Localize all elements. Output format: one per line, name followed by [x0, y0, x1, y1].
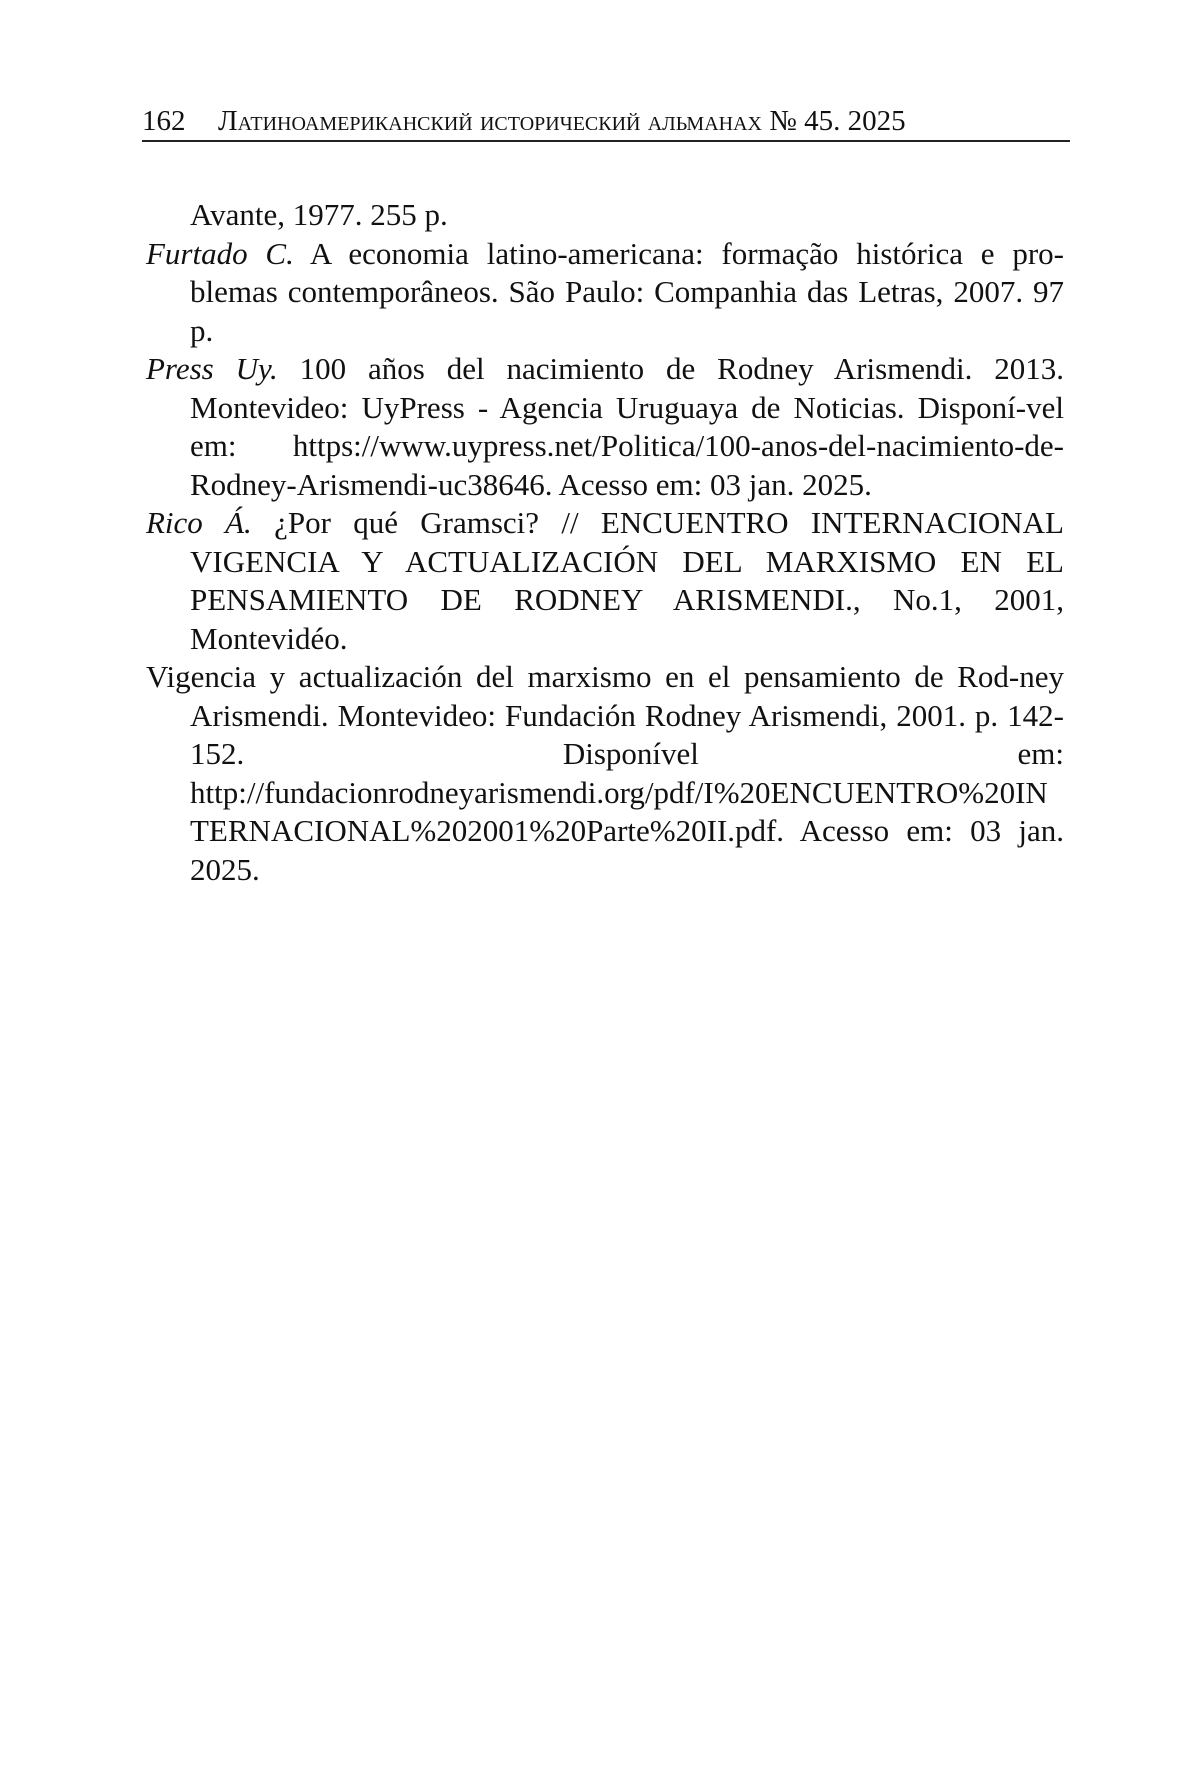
reference-entry-press-uy [146, 350, 1064, 504]
reference-text: Vigencia y actualización del marxismo en el pensamiento de Rod-ney Arismendi. Montevideo: Fundación Rodney Arismendi, 2001. p. 142-152. Disponível em: http://fundacionrodneyarismendi.org/pdf/I%20ENCUENTRO%20INTERNACIONAL%202001%20Parte%20II.pdf. Acesso em: 03 jan. 2025. [146, 659, 1064, 887]
page-number: 162 [142, 105, 186, 137]
reference-entry-furtado [146, 235, 1064, 351]
reference-author: Furtado C. [146, 235, 294, 271]
running-header [142, 104, 1070, 142]
reference-entry-vigencia [146, 658, 1064, 889]
reference-author: Press Uy. [146, 351, 278, 386]
reference-text: A economia latino-americana: formação histórica e pro-blemas contemporâneos. São Paulo: Companhia das Letras, 2007. 97 p. [190, 235, 1064, 348]
reference-entry-rico [146, 504, 1064, 658]
journal-title: Латиноамериканский исторический альманах № 45. 2025 [218, 105, 906, 137]
reference-author: Rico Á. [146, 505, 252, 540]
reference-text: Avante, 1977. 255 p. [190, 197, 448, 232]
reference-entry-continuation [146, 196, 1064, 235]
reference-list [146, 196, 1064, 889]
reference-text: ¿Por qué Gramsci? // ENCUENTRO INTERNACIONAL VIGENCIA Y ACTUALIZACIÓN DEL MARXISMO EN EL PENSAMIENTO DE RODNEY ARISMENDI., No.1, 2001, Montevidéo. [190, 505, 1064, 656]
reference-text: 100 años del nacimiento de Rodney Arismendi. 2013. Montevideo: UyPress - Agencia Uruguaya de Noticias. Disponí-vel em: https://www.uypress.net/Politica/100-anos-del-nacimiento-de-Rodney-Arismendi-uc38646. Acesso em: 03 jan. 2025. [190, 351, 1064, 502]
